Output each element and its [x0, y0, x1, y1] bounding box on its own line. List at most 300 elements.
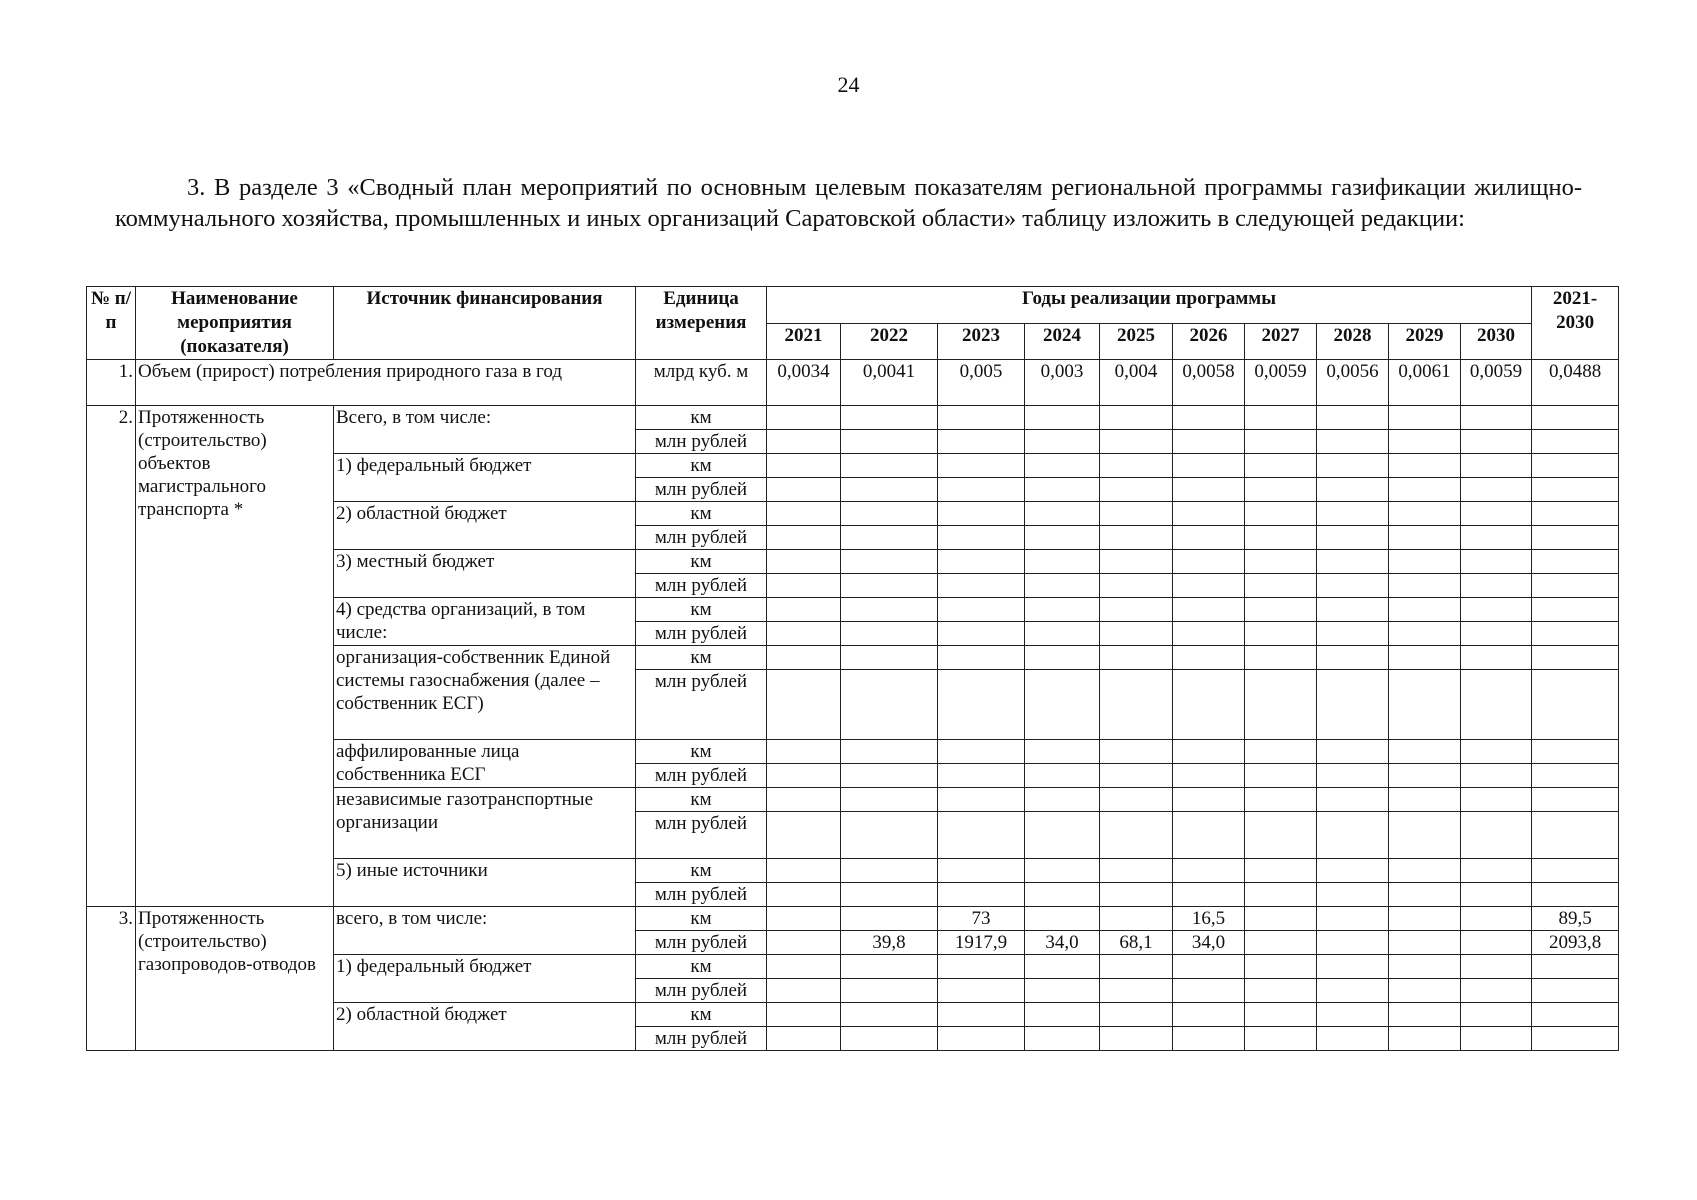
unit-cell: км — [636, 646, 767, 670]
value-cell — [1389, 454, 1461, 478]
value-cell — [1389, 646, 1461, 670]
value-cell — [1317, 598, 1389, 622]
value-cell — [938, 526, 1025, 550]
value-cell — [938, 812, 1025, 859]
value-cell — [1461, 430, 1532, 454]
value-cell — [1317, 931, 1389, 955]
unit-cell: км — [636, 955, 767, 979]
value-cell — [1025, 574, 1100, 598]
value-cell — [1532, 670, 1619, 740]
value-cell — [1173, 740, 1245, 764]
value-cell — [1100, 670, 1173, 740]
value-cell — [1461, 764, 1532, 788]
value-cell — [841, 859, 938, 883]
value-cell — [1532, 406, 1619, 430]
value-cell — [1532, 574, 1619, 598]
value-cell — [1245, 859, 1317, 883]
value-cell: 16,5 — [1173, 907, 1245, 931]
row-number: 1. — [87, 360, 136, 406]
unit-cell: км — [636, 598, 767, 622]
value-cell — [1317, 406, 1389, 430]
value-cell — [1245, 670, 1317, 740]
header-year: 2026 — [1173, 323, 1245, 360]
value-cell — [1100, 646, 1173, 670]
value-cell — [1389, 574, 1461, 598]
unit-cell: млн рублей — [636, 430, 767, 454]
value-cell — [1245, 406, 1317, 430]
value-cell — [1245, 478, 1317, 502]
indicator-name: Протяженность (строительство) газопроводов-отводов — [136, 907, 334, 1051]
value-cell — [1173, 502, 1245, 526]
value-cell — [1532, 764, 1619, 788]
value-cell: 68,1 — [1100, 931, 1173, 955]
value-cell — [1461, 598, 1532, 622]
value-cell — [1461, 646, 1532, 670]
value-cell — [841, 1027, 938, 1051]
value-cell — [1389, 550, 1461, 574]
value-cell — [938, 574, 1025, 598]
value-cell — [1245, 550, 1317, 574]
funding-source: 1) федеральный бюджет — [334, 955, 636, 1003]
value-cell: 73 — [938, 907, 1025, 931]
row-number: 3. — [87, 907, 136, 1051]
value-cell — [1461, 788, 1532, 812]
value-cell — [1025, 859, 1100, 883]
unit-cell: млн рублей — [636, 979, 767, 1003]
value-cell: 2093,8 — [1532, 931, 1619, 955]
value-cell — [1317, 550, 1389, 574]
value-cell — [938, 454, 1025, 478]
value-cell — [1245, 955, 1317, 979]
value-cell — [1100, 740, 1173, 764]
value-cell — [1025, 502, 1100, 526]
value-cell — [841, 907, 938, 931]
value-cell: 0,0041 — [841, 360, 938, 406]
value-cell — [1100, 622, 1173, 646]
unit-cell: млн рублей — [636, 931, 767, 955]
unit-cell: млн рублей — [636, 574, 767, 598]
unit-cell: км — [636, 859, 767, 883]
value-cell — [1461, 955, 1532, 979]
value-cell — [1389, 859, 1461, 883]
value-cell — [938, 764, 1025, 788]
value-cell — [767, 883, 841, 907]
value-cell — [1389, 907, 1461, 931]
value-cell — [1317, 955, 1389, 979]
table-row — [87, 907, 1619, 931]
header-unit: Единица измерения — [636, 287, 767, 360]
value-cell — [767, 812, 841, 859]
value-cell — [767, 646, 841, 670]
value-cell — [1100, 598, 1173, 622]
indicator-name: Протяженность (строительство) объектов магистрального транспорта * — [136, 406, 334, 907]
value-cell: 0,0059 — [1461, 360, 1532, 406]
value-cell — [1389, 812, 1461, 859]
value-cell — [767, 430, 841, 454]
value-cell — [1025, 1003, 1100, 1027]
value-cell — [1173, 979, 1245, 1003]
funding-source: 3) местный бюджет — [334, 550, 636, 598]
value-cell — [1317, 812, 1389, 859]
value-cell — [1173, 430, 1245, 454]
value-cell — [1173, 883, 1245, 907]
funding-source: независимые газотранспортные организации — [334, 788, 636, 859]
value-cell — [1100, 478, 1173, 502]
value-cell: 0,0034 — [767, 360, 841, 406]
value-cell — [1173, 550, 1245, 574]
value-cell: 0,0059 — [1245, 360, 1317, 406]
value-cell — [767, 454, 841, 478]
value-cell — [1173, 574, 1245, 598]
value-cell — [841, 526, 938, 550]
unit-cell: км — [636, 502, 767, 526]
value-cell — [1532, 598, 1619, 622]
value-cell — [1461, 622, 1532, 646]
value-cell — [1100, 574, 1173, 598]
header-year: 2027 — [1245, 323, 1317, 360]
value-cell — [1389, 955, 1461, 979]
header-year: 2022 — [841, 323, 938, 360]
value-cell — [841, 622, 938, 646]
value-cell — [938, 859, 1025, 883]
value-cell — [938, 1003, 1025, 1027]
value-cell — [1245, 502, 1317, 526]
value-cell — [1245, 788, 1317, 812]
value-cell — [1532, 1003, 1619, 1027]
value-cell — [1100, 526, 1173, 550]
value-cell — [938, 622, 1025, 646]
value-cell — [1025, 812, 1100, 859]
header-num: № п/п — [87, 287, 136, 360]
value-cell — [938, 788, 1025, 812]
value-cell — [841, 764, 938, 788]
value-cell — [1461, 979, 1532, 1003]
value-cell — [1461, 406, 1532, 430]
value-cell — [938, 430, 1025, 454]
value-cell — [1532, 859, 1619, 883]
value-cell — [767, 502, 841, 526]
value-cell — [1317, 1027, 1389, 1051]
value-cell — [1317, 622, 1389, 646]
value-cell — [1173, 646, 1245, 670]
value-cell — [841, 574, 938, 598]
value-cell — [1389, 764, 1461, 788]
value-cell — [767, 1027, 841, 1051]
value-cell — [1025, 550, 1100, 574]
value-cell — [1100, 550, 1173, 574]
value-cell — [767, 859, 841, 883]
value-cell — [767, 478, 841, 502]
value-cell — [1532, 502, 1619, 526]
value-cell — [1245, 764, 1317, 788]
value-cell — [1389, 670, 1461, 740]
value-cell — [1389, 526, 1461, 550]
value-cell — [1025, 764, 1100, 788]
value-cell — [841, 788, 938, 812]
value-cell — [1532, 430, 1619, 454]
gasification-plan-table — [86, 286, 1619, 1051]
header-year: 2021 — [767, 323, 841, 360]
value-cell — [1461, 670, 1532, 740]
value-cell — [1389, 1027, 1461, 1051]
value-cell — [1317, 670, 1389, 740]
value-cell — [1389, 430, 1461, 454]
value-cell — [1317, 478, 1389, 502]
value-cell — [1245, 931, 1317, 955]
value-cell — [1317, 883, 1389, 907]
unit-cell: млрд куб. м — [636, 360, 767, 406]
value-cell — [938, 740, 1025, 764]
value-cell — [1317, 646, 1389, 670]
value-cell — [1100, 955, 1173, 979]
value-cell — [1317, 788, 1389, 812]
value-cell — [1389, 502, 1461, 526]
value-cell — [1461, 574, 1532, 598]
header-year: 2029 — [1389, 323, 1461, 360]
value-cell — [1461, 526, 1532, 550]
value-cell — [938, 646, 1025, 670]
value-cell — [1532, 812, 1619, 859]
value-cell: 34,0 — [1025, 931, 1100, 955]
value-cell — [1100, 502, 1173, 526]
value-cell — [1461, 454, 1532, 478]
value-cell — [767, 1003, 841, 1027]
value-cell — [1100, 812, 1173, 859]
value-cell: 89,5 — [1532, 907, 1619, 931]
value-cell — [1532, 478, 1619, 502]
page-number: 24 — [837, 72, 860, 97]
value-cell — [938, 1027, 1025, 1051]
value-cell — [1389, 883, 1461, 907]
value-cell — [1532, 526, 1619, 550]
value-cell — [1461, 859, 1532, 883]
unit-cell: км — [636, 788, 767, 812]
intro-paragraph: 3. В разделе 3 «Сводный план мероприятий по основным целевым показателям региональной программы газификации жилищно-коммунального хозяйства, промышленных и иных организаций Саратовской области» таблицу изложить в следующей редакции: — [115, 174, 1582, 232]
value-cell — [767, 788, 841, 812]
value-cell — [938, 883, 1025, 907]
unit-cell: км — [636, 907, 767, 931]
value-cell — [1100, 907, 1173, 931]
value-cell — [1317, 1003, 1389, 1027]
unit-cell: млн рублей — [636, 812, 767, 859]
unit-cell: млн рублей — [636, 883, 767, 907]
value-cell — [1173, 955, 1245, 979]
value-cell — [1245, 1003, 1317, 1027]
value-cell: 0,0061 — [1389, 360, 1461, 406]
value-cell — [1317, 526, 1389, 550]
value-cell — [1461, 812, 1532, 859]
value-cell — [1317, 979, 1389, 1003]
value-cell — [1025, 907, 1100, 931]
value-cell — [767, 955, 841, 979]
value-cell — [1317, 859, 1389, 883]
value-cell — [1173, 622, 1245, 646]
value-cell — [1532, 955, 1619, 979]
value-cell — [841, 670, 938, 740]
value-cell — [841, 454, 938, 478]
value-cell — [1025, 788, 1100, 812]
header-year: 2023 — [938, 323, 1025, 360]
table-row — [87, 360, 1619, 406]
value-cell: 39,8 — [841, 931, 938, 955]
value-cell — [1245, 1027, 1317, 1051]
value-cell — [841, 550, 938, 574]
value-cell: 0,0056 — [1317, 360, 1389, 406]
value-cell — [1532, 1027, 1619, 1051]
value-cell — [1025, 598, 1100, 622]
value-cell — [841, 979, 938, 1003]
value-cell — [938, 955, 1025, 979]
value-cell — [1389, 931, 1461, 955]
value-cell — [767, 550, 841, 574]
value-cell — [938, 979, 1025, 1003]
value-cell — [1461, 740, 1532, 764]
value-cell — [767, 670, 841, 740]
funding-source: аффилированные лица собственника ЕСГ — [334, 740, 636, 788]
value-cell — [841, 478, 938, 502]
unit-cell: км — [636, 1003, 767, 1027]
value-cell — [1025, 430, 1100, 454]
header-year: 2028 — [1317, 323, 1389, 360]
value-cell — [1389, 788, 1461, 812]
value-cell — [1245, 740, 1317, 764]
value-cell — [1317, 740, 1389, 764]
value-cell — [938, 406, 1025, 430]
value-cell — [1532, 622, 1619, 646]
value-cell — [767, 907, 841, 931]
value-cell — [938, 550, 1025, 574]
value-cell — [767, 740, 841, 764]
value-cell — [1173, 1027, 1245, 1051]
funding-source: 2) областной бюджет — [334, 502, 636, 550]
value-cell — [1461, 550, 1532, 574]
value-cell — [1532, 454, 1619, 478]
value-cell — [1245, 526, 1317, 550]
value-cell — [841, 598, 938, 622]
unit-cell: км — [636, 550, 767, 574]
unit-cell: км — [636, 406, 767, 430]
value-cell — [1532, 883, 1619, 907]
value-cell — [767, 622, 841, 646]
value-cell — [841, 812, 938, 859]
value-cell — [938, 502, 1025, 526]
value-cell — [938, 670, 1025, 740]
value-cell — [1025, 955, 1100, 979]
value-cell — [1025, 646, 1100, 670]
unit-cell: млн рублей — [636, 1027, 767, 1051]
value-cell — [1389, 406, 1461, 430]
funding-source: Всего, в том числе: — [334, 406, 636, 454]
value-cell — [1025, 670, 1100, 740]
value-cell — [1461, 907, 1532, 931]
value-cell — [938, 598, 1025, 622]
value-cell — [841, 502, 938, 526]
value-cell — [1317, 574, 1389, 598]
value-cell — [1245, 812, 1317, 859]
header-years-group: Годы реализации программы — [767, 287, 1532, 324]
header-year: 2024 — [1025, 323, 1100, 360]
value-cell — [1100, 430, 1173, 454]
value-cell — [1245, 622, 1317, 646]
value-cell — [1389, 478, 1461, 502]
value-cell — [1025, 883, 1100, 907]
value-cell — [1245, 574, 1317, 598]
unit-cell: млн рублей — [636, 670, 767, 740]
value-cell — [1173, 764, 1245, 788]
value-cell — [1532, 788, 1619, 812]
value-cell: 1917,9 — [938, 931, 1025, 955]
value-cell — [1532, 646, 1619, 670]
value-cell — [1317, 764, 1389, 788]
value-cell — [1025, 478, 1100, 502]
value-cell — [841, 646, 938, 670]
funding-source: всего, в том числе: — [334, 907, 636, 955]
indicator-name: Объем (прирост) потребления природного газа в год — [136, 360, 636, 406]
value-cell — [1173, 1003, 1245, 1027]
value-cell — [841, 740, 938, 764]
value-cell — [1100, 1003, 1173, 1027]
value-cell — [1025, 454, 1100, 478]
value-cell — [1461, 931, 1532, 955]
value-cell — [1100, 788, 1173, 812]
funding-source: 2) областной бюджет — [334, 1003, 636, 1051]
value-cell — [841, 406, 938, 430]
value-cell — [1461, 502, 1532, 526]
value-cell — [1100, 454, 1173, 478]
funding-source: 1) федеральный бюджет — [334, 454, 636, 502]
value-cell — [938, 478, 1025, 502]
value-cell — [1025, 526, 1100, 550]
value-cell — [767, 931, 841, 955]
value-cell — [1100, 1027, 1173, 1051]
value-cell — [1245, 979, 1317, 1003]
value-cell — [1173, 478, 1245, 502]
value-cell — [1025, 406, 1100, 430]
value-cell — [1245, 430, 1317, 454]
value-cell — [1100, 883, 1173, 907]
value-cell — [1461, 883, 1532, 907]
value-cell — [1461, 478, 1532, 502]
header-year: 2030 — [1461, 323, 1532, 360]
value-cell: 0,0488 — [1532, 360, 1619, 406]
value-cell: 34,0 — [1173, 931, 1245, 955]
funding-source: 5) иные источники — [334, 859, 636, 907]
value-cell: 0,004 — [1100, 360, 1173, 406]
value-cell — [767, 406, 841, 430]
value-cell — [1025, 622, 1100, 646]
value-cell — [1173, 812, 1245, 859]
value-cell — [1532, 740, 1619, 764]
value-cell — [1317, 502, 1389, 526]
value-cell — [767, 526, 841, 550]
unit-cell: млн рублей — [636, 622, 767, 646]
unit-cell: млн рублей — [636, 526, 767, 550]
value-cell — [1389, 622, 1461, 646]
value-cell — [1245, 598, 1317, 622]
value-cell — [1025, 740, 1100, 764]
value-cell — [1317, 430, 1389, 454]
value-cell — [1532, 550, 1619, 574]
value-cell — [1317, 907, 1389, 931]
value-cell — [767, 598, 841, 622]
value-cell — [1245, 454, 1317, 478]
value-cell — [767, 764, 841, 788]
unit-cell: км — [636, 740, 767, 764]
value-cell — [1532, 979, 1619, 1003]
value-cell — [1389, 740, 1461, 764]
value-cell — [841, 1003, 938, 1027]
funding-source: 4) средства организаций, в том числе: — [334, 598, 636, 646]
